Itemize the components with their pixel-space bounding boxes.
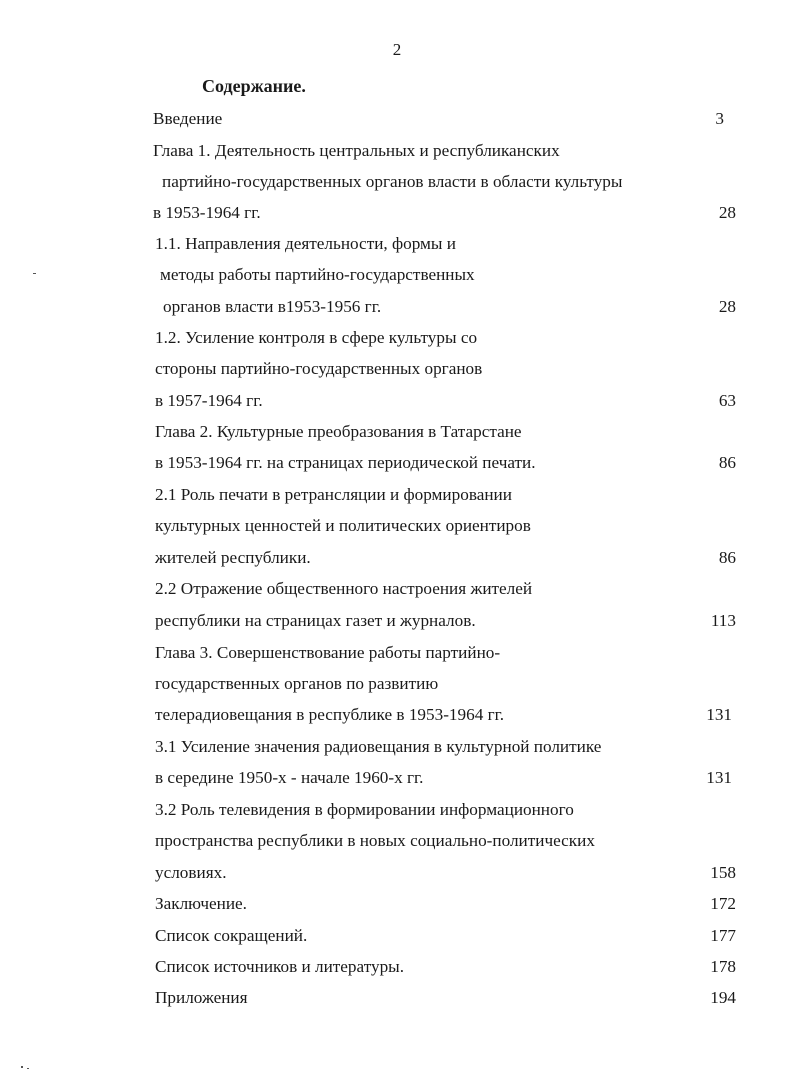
toc-line: республики на страницах газет и журналов. <box>155 611 476 630</box>
toc-page-number: 177 <box>710 926 736 945</box>
toc-entry-sources: Список источников и литературы. <box>155 957 405 976</box>
toc-line: Глава 3. Совершенствование работы партийно- <box>155 643 501 662</box>
toc-page-number: 86 <box>718 453 736 472</box>
toc-line: Глава 1. Деятельность центральных и республиканских <box>153 141 560 160</box>
toc-title: Содержание. <box>202 76 306 96</box>
toc-line: пространства республики в новых социально-политических <box>155 831 595 850</box>
toc-page-number: 113 <box>710 611 736 630</box>
toc-entry-conclusion: Заключение. <box>155 894 247 913</box>
toc-page-number: 86 <box>718 548 736 567</box>
toc-line: органов власти в1953-1956 гг. <box>163 297 382 316</box>
scan-speck <box>33 273 36 274</box>
toc-page-number: 131 <box>706 768 732 787</box>
toc-line: стороны партийно-государственных органов <box>155 359 483 378</box>
toc-entry-introduction: Введение <box>153 109 223 128</box>
toc-line: партийно-государственных органов власти в области культуры <box>162 172 623 191</box>
toc-line: Глава 2. Культурные преобразования в Татарстане <box>155 422 522 441</box>
toc-page-number: 28 <box>718 203 736 222</box>
toc-line: в 1953-1964 гг. <box>153 203 261 222</box>
toc-line: методы работы партийно-государственных <box>160 265 475 284</box>
toc-line: 2.2 Отражение общественного настроения жителей <box>155 579 533 598</box>
page-number: 2 <box>392 40 402 59</box>
toc-page-number: 172 <box>710 894 736 913</box>
toc-page-number: 178 <box>710 957 736 976</box>
toc-line: в 1953-1964 гг. на страницах периодической печати. <box>155 453 536 472</box>
toc-line: в 1957-1964 гг. <box>155 391 263 410</box>
toc-entry-abbreviations: Список сокращений. <box>155 926 308 945</box>
scan-speck <box>27 1068 29 1069</box>
toc-page-number: 158 <box>710 863 736 882</box>
toc-page-number: 3 <box>715 109 724 128</box>
toc-line: жителей республики. <box>155 548 311 567</box>
toc-page-number: 63 <box>718 391 736 410</box>
toc-line: условиях. <box>155 863 227 882</box>
toc-line: 3.2 Роль телевидения в формировании информационного <box>155 800 574 819</box>
toc-page-number: 28 <box>718 297 736 316</box>
toc-line: 1.2. Усиление контроля в сфере культуры со <box>155 328 478 347</box>
toc-line: культурных ценностей и политических ориентиров <box>155 516 531 535</box>
toc-line: 3.1 Усиление значения радиовещания в культурной политике <box>155 737 602 756</box>
toc-page-number: 131 <box>706 705 732 724</box>
scan-speck <box>21 1066 23 1068</box>
toc-line: государственных органов по развитию <box>155 674 439 693</box>
toc-entry-appendices: Приложения <box>155 988 248 1007</box>
toc-line: 2.1 Роль печати в ретрансляции и формировании <box>155 485 512 504</box>
toc-line: в середине 1950-х - начале 1960-х гг. <box>155 768 424 787</box>
toc-page-number: 194 <box>710 988 736 1007</box>
toc-line: телерадиовещания в республике в 1953-1964 гг. <box>155 705 505 724</box>
toc-line: 1.1. Направления деятельности, формы и <box>155 234 456 253</box>
